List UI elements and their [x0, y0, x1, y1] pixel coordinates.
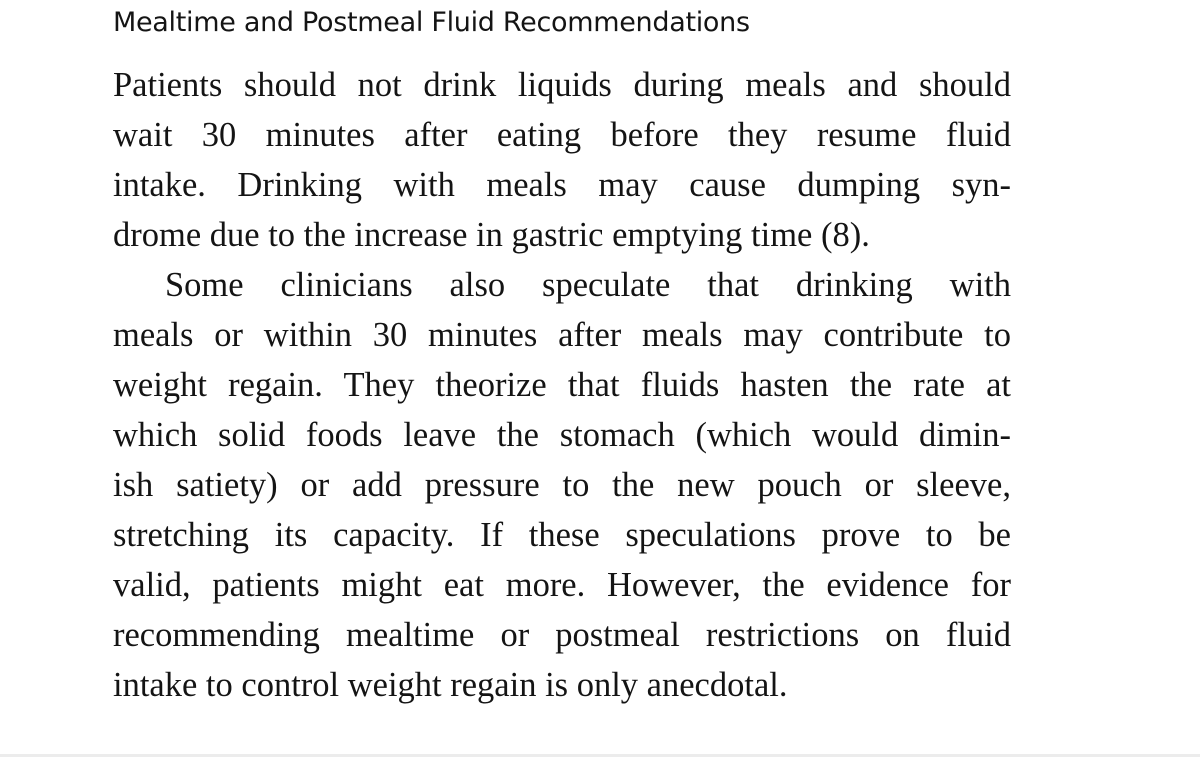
text-line: drome due to the increase in gastric emptying time (8).: [113, 216, 870, 254]
text-line: weight regain. They theorize that fluids hasten the rate at: [113, 366, 1011, 404]
text-line: Patients should not drink liquids during meals and should: [113, 66, 1011, 104]
text-line: stretching its capacity. If these speculations prove to be: [113, 516, 1011, 554]
text-line: intake to control weight regain is only anecdotal.: [113, 666, 788, 704]
text-line: ish satiety) or add pressure to the new pouch or sleeve,: [113, 466, 1011, 504]
text-line: valid, patients might eat more. However, the evidence for: [113, 566, 1011, 604]
text-line: Some clinicians also speculate that drinking with: [165, 266, 1011, 304]
text-line: wait 30 minutes after eating before they resume fluid: [113, 116, 1011, 154]
section-heading: Mealtime and Postmeal Fluid Recommendations: [113, 7, 750, 38]
text-line: which solid foods leave the stomach (which would dimin-: [113, 416, 1011, 454]
text-line: recommending mealtime or postmeal restrictions on fluid: [113, 616, 1011, 654]
text-line: meals or within 30 minutes after meals may contribute to: [113, 316, 1011, 354]
text-line: intake. Drinking with meals may cause dumping syn-: [113, 166, 1011, 204]
